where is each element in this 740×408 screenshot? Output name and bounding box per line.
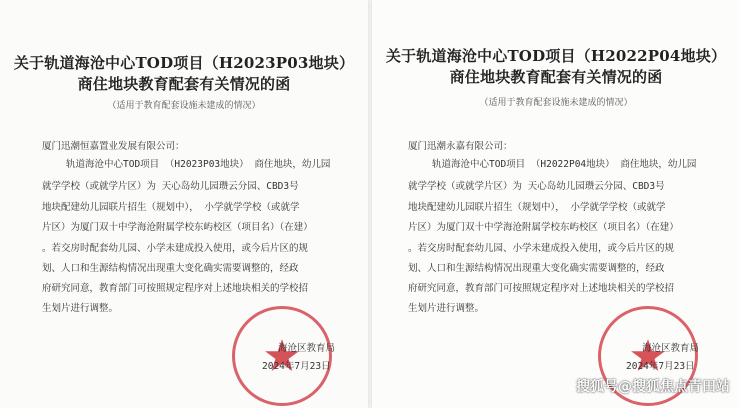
official-seal <box>232 306 332 406</box>
right-letter-body-line: 划、人口和生源结构情况出现重大变化确实需要调整的，经政 <box>408 263 665 274</box>
right-letter-body-line: 生划片进行调整。 <box>408 303 485 314</box>
left-letter-body-line: 府研究同意，教育部门可按照规定程序对上述地块相关的学校招 <box>42 283 309 294</box>
right-letter-page <box>372 0 740 408</box>
left-letter-body-line: 片区）为厦门双十中学海沧附属学校东屿校区（项目名）（在建） <box>42 222 313 233</box>
right-letter-title-line2: 商住地块教育配套有关情况的函 <box>449 68 663 86</box>
left-signature-date: 2024年7月23日 <box>262 361 331 372</box>
left-letter-page <box>0 0 368 408</box>
left-letter-body-line: 划、人口和生源结构情况出现重大变化确实需要调整的，经政 <box>42 263 299 274</box>
left-letter-addressee: 厦门迅潮恒嘉置业发展有限公司： <box>42 141 185 152</box>
right-signature-org: 海沧区教育局 <box>642 343 700 354</box>
source-watermark: 搜狐号@搜狐焦点青田站 <box>576 379 730 395</box>
left-letter-body-line: 生划片进行调整。 <box>42 303 119 314</box>
right-signature-date: 2024年7月23日 <box>626 361 695 372</box>
left-letter-body-line: 就学学校（或就学片区）为 天心岛幼儿园瓒云分园、CBD3号 <box>42 181 299 192</box>
left-letter-body-line: 地块配建幼儿园联片招生（规划中）， 小学就学学校（或就学 <box>42 202 300 213</box>
right-letter-body-line: 。若交房时配套幼儿园、小学未建成投入使用，或今后片区的规 <box>408 243 675 254</box>
left-letter-body-line: 轨道海沧中心TOD项目 （H2023P03地块） 商住地块，幼儿园 <box>66 159 331 170</box>
right-letter-body-line: 轨道海沧中心TOD项目 （H2022P04地块） 商住地块，幼儿园 <box>432 159 697 170</box>
right-letter-body-line: 片区）为厦门双十中学海沧附属学校东屿校区（项目名）（在建） <box>408 222 679 233</box>
left-letter-title-line2: 商住地块教育配套有关情况的函 <box>77 75 291 93</box>
right-letter-addressee: 厦门迅潮永嘉有限公司： <box>408 141 513 152</box>
right-letter-body-line: 地块配建幼儿园联片招生（规划中）， 小学就学学校（或就学 <box>408 202 666 213</box>
right-letter-note: （适用于教育配套设施未建成的情况） <box>479 98 633 108</box>
left-letter-body-line: 。若交房时配套幼儿园、小学未建成投入使用，或今后片区的规 <box>42 243 309 254</box>
left-letter-note: （适用于教育配套设施未建成的情况） <box>107 101 261 111</box>
right-letter-body-line: 就学学校（或就学片区）为 天心岛幼儿园瓒云分园、CBD3号 <box>408 181 665 192</box>
left-letter-title-line1: 关于轨道海沧中心TOD项目（H2023P03地块） <box>13 54 355 72</box>
right-letter-title-line1: 关于轨道海沧中心TOD项目（H2022P04地块） <box>385 47 727 65</box>
left-signature-org: 海沧区教育局 <box>278 343 336 354</box>
right-letter-body-line: 府研究同意，教育部门可按照规定程序对上述地块相关的学校招 <box>408 283 675 294</box>
